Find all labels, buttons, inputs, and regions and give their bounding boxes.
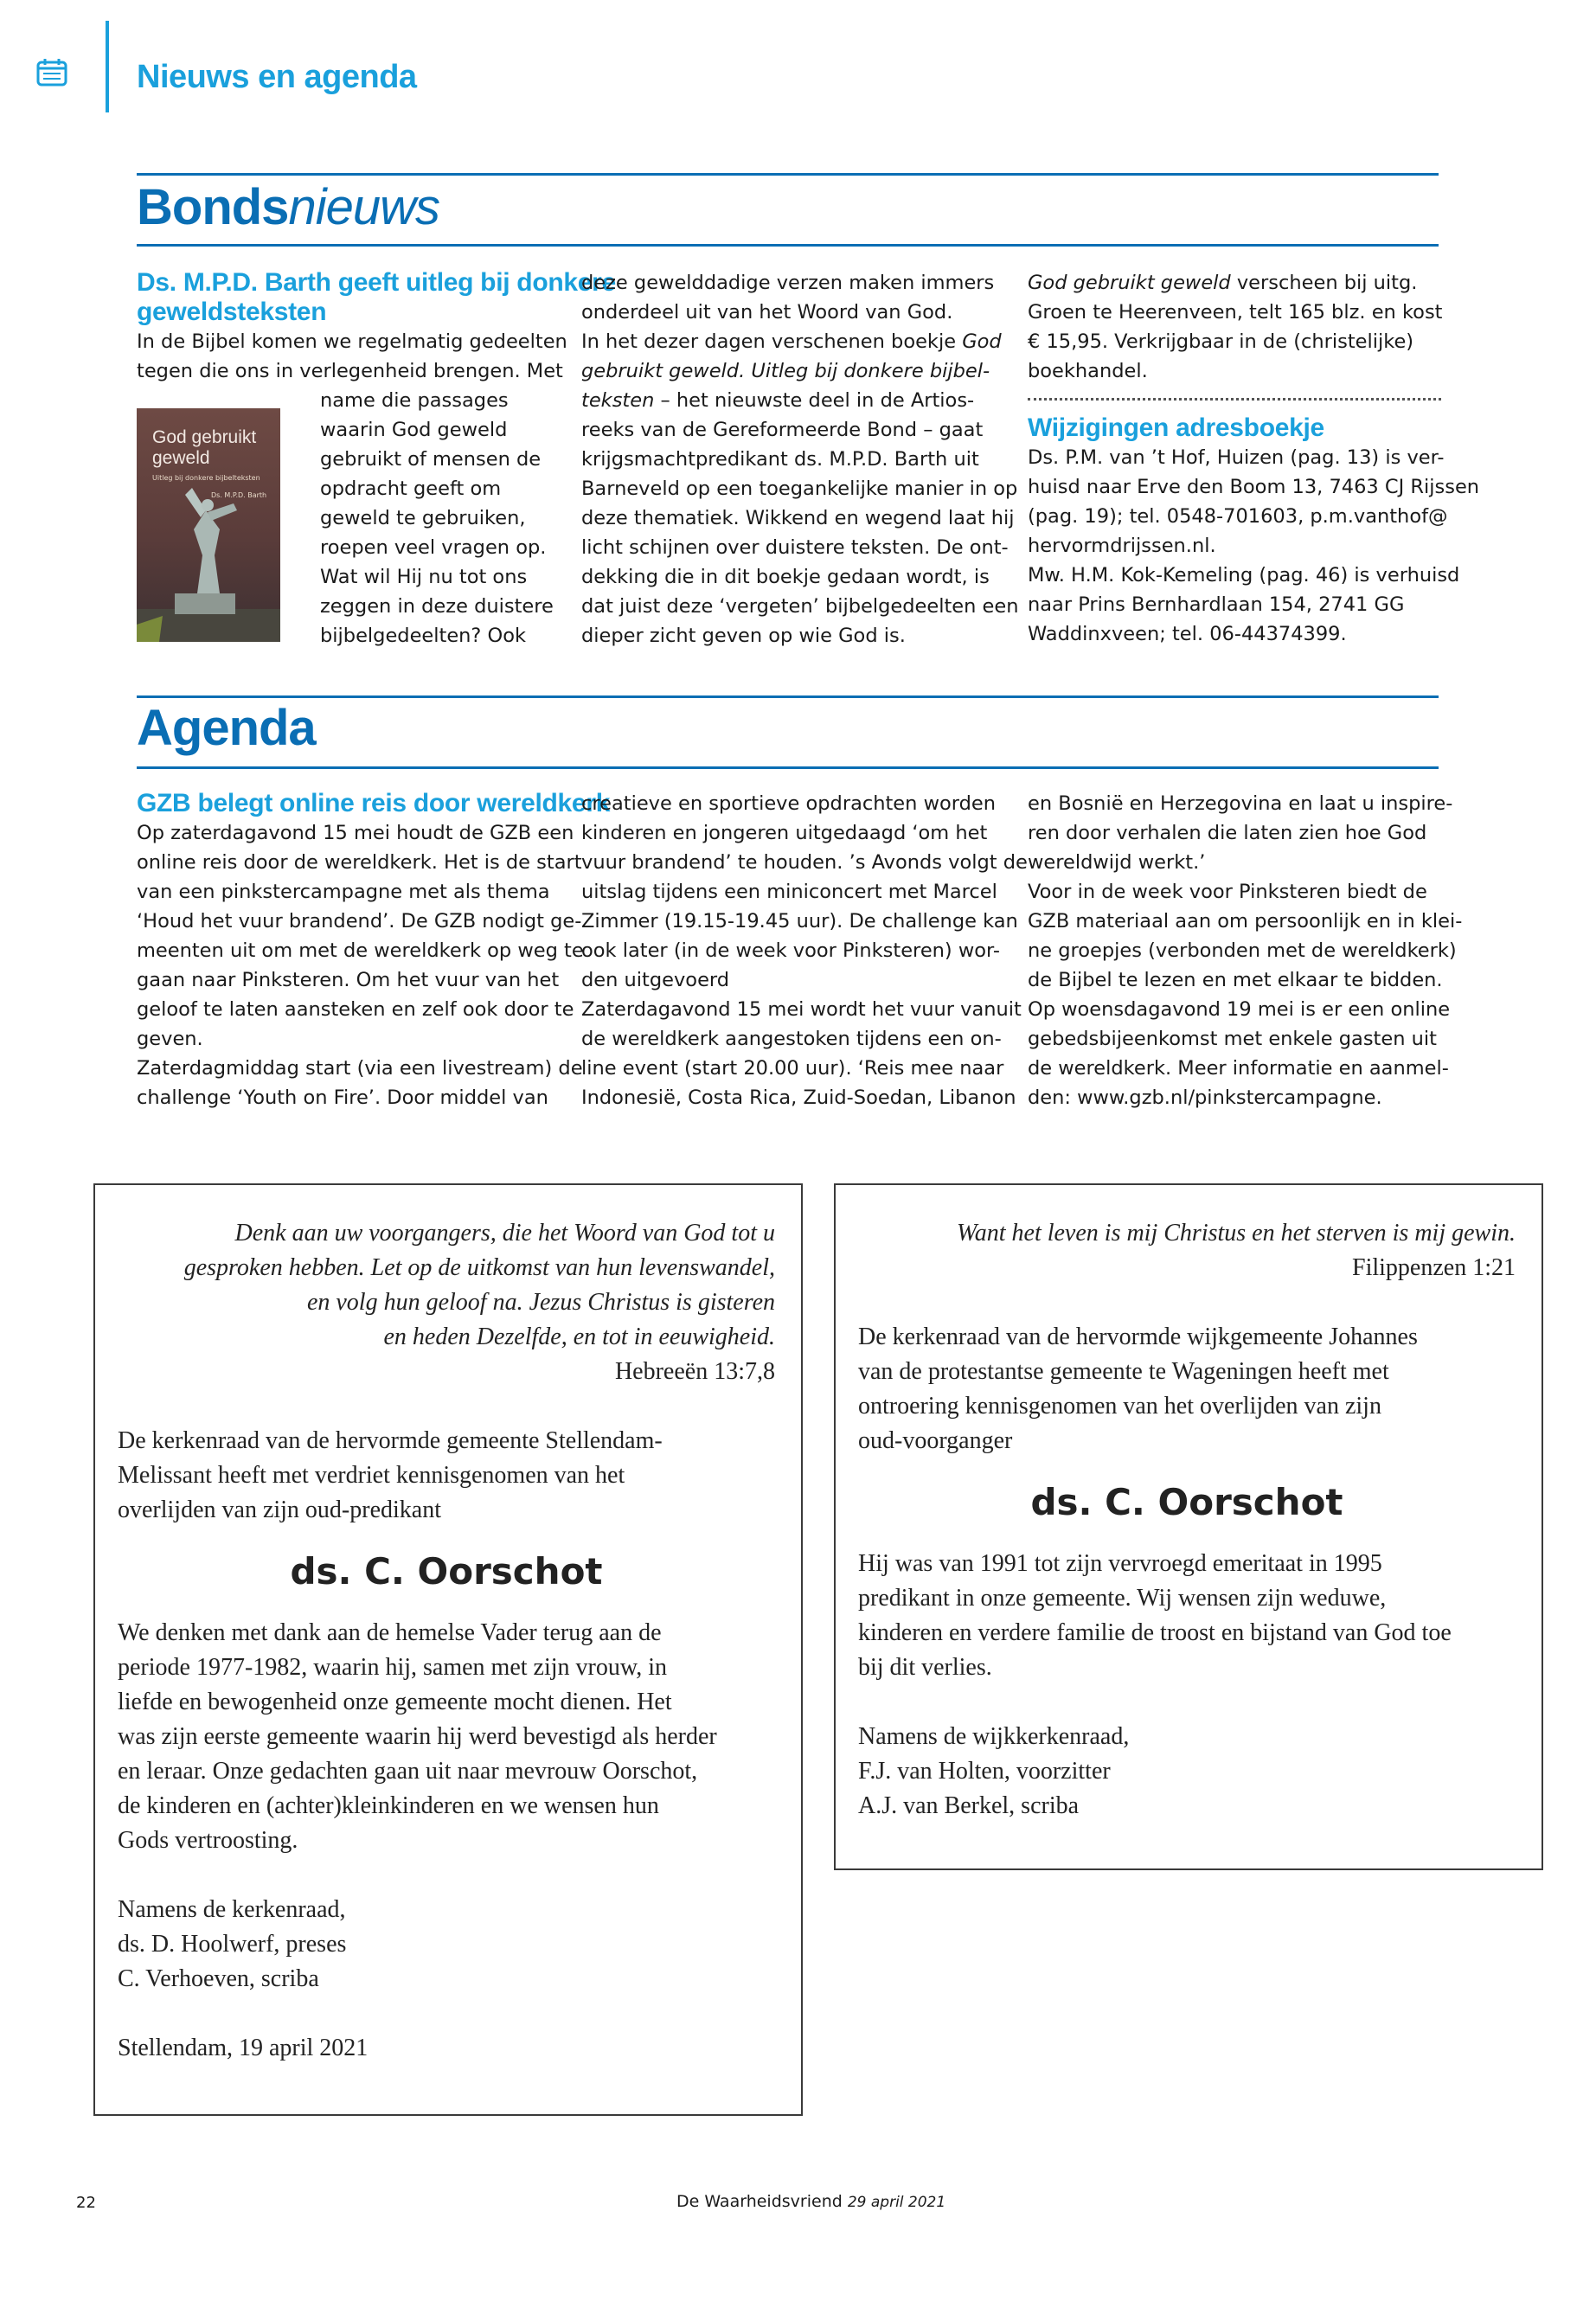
text-line: de Bijbel te lezen en met elkaar te bidden. — [1028, 969, 1443, 991]
text-line: geloof te laten aansteken en zelf ook door te — [137, 998, 574, 1021]
notice-body-line: Hij was van 1991 tot zijn vervroegd emeritaat in 1995 — [858, 1550, 1382, 1577]
text-line: boekhandel. — [1028, 360, 1148, 382]
signature-line: Namens de wijkkerkenraad, — [858, 1723, 1130, 1750]
text-line: name die passages — [320, 389, 509, 412]
notice-body-line: predikant in onze gemeente. Wij wensen zijn weduwe, — [858, 1585, 1387, 1612]
section-rule-bottom — [137, 244, 1439, 247]
text-line: licht schijnen over duistere teksten. De ont- — [581, 536, 1009, 559]
notice-body-line: bij dit verlies. — [858, 1654, 992, 1681]
text-line: bijbelgedeelten? Ook — [320, 625, 527, 647]
agenda-col1 — [137, 789, 611, 1112]
statue-illustration — [137, 408, 280, 642]
text-line — [581, 386, 1005, 415]
quote-line: gesproken hebben. Let op de uitkomst van hun levenswandel, — [183, 1254, 775, 1281]
text-line — [581, 327, 1005, 356]
text-line: Wat wil Hij nu tot ons — [320, 566, 528, 588]
footer-credit — [676, 2192, 945, 2211]
text-line: de wereldkerk aangestoken tijdens een on- — [581, 1028, 1002, 1050]
notice-intro-line: overlijden van zijn oud-predikant — [118, 1497, 441, 1523]
text-line: Waddinxveen; tel. 06-44374399. — [1028, 623, 1347, 645]
text-line: GZB materiaal aan om persoonlijk en in klei- — [1028, 910, 1463, 933]
text-line: ook later (in de week voor Pinksteren) wor- — [581, 939, 1000, 962]
text-line: geweld te gebruiken, — [320, 507, 526, 529]
obituary-notice-right — [834, 1183, 1543, 1870]
text-line: geven. — [137, 1028, 203, 1050]
text-line: line event (start 20.00 uur). ‘Reis mee naar — [581, 1057, 1004, 1080]
bondsnieuws-title — [137, 178, 439, 236]
text-line: en Bosnië en Herzegovina en laat u inspire- — [1028, 792, 1453, 815]
section-rule-bottom — [137, 766, 1439, 769]
notice-intro-line: van de protestantse gemeente te Wageningen heeft met — [858, 1358, 1389, 1385]
place-date: Stellendam, 19 april 2021 — [118, 2035, 369, 2061]
text-line: Mw. H.M. Kok-Kemeling (pag. 46) is verhuisd — [1028, 564, 1460, 586]
section-rule-top — [137, 695, 1439, 698]
text-line: Indonesië, Costa Rica, Zuid-Soedan, Libanon — [581, 1086, 1016, 1109]
notice-body-line: kinderen en verdere familie de troost en bijstand van God toe — [858, 1619, 1452, 1646]
text-line: van een pinkstercampagne met als thema — [137, 881, 550, 903]
dotted-separator — [1028, 398, 1441, 401]
book-title-italic: God — [962, 330, 1002, 353]
text-line: den: www.gzb.nl/pinkstercampagne. — [1028, 1086, 1382, 1109]
section-rule-top — [137, 173, 1439, 176]
text-line: ne groepjes (verbonden met de wereldkerk) — [1028, 939, 1457, 962]
text-line: vuur brandend’ te houden. ’s Avonds volgt de — [581, 851, 1028, 874]
article-adresboekje — [1028, 413, 1480, 649]
quote-line: en heden Dezelfde, en tot in eeuwigheid. — [383, 1324, 775, 1350]
text-line: (pag. 19); tel. 0548-701603, p.m.vanthof@ — [1028, 505, 1448, 528]
text-line: roepen veel vragen op. — [320, 536, 547, 559]
notice-body-line: en leraar. Onze gedachten gaan uit naar mevrouw Oorschot, — [118, 1758, 698, 1785]
book-cover-author: Ds. M.P.D. Barth — [211, 491, 267, 499]
text-line: online reis door de wereldkerk. Het is de start — [137, 851, 582, 874]
page-number: 22 — [76, 2194, 96, 2212]
text-line: deze gewelddadige verzen maken immers — [581, 272, 995, 294]
text-line: Barneveld op een toegankelijke manier in op — [581, 478, 1018, 500]
article-heading-cont: geweldsteksten — [137, 298, 327, 326]
book-title-italic: God gebruikt geweld — [1028, 272, 1231, 294]
page-title: Nieuws en agenda — [137, 59, 417, 95]
article-barth-col3 — [1028, 268, 1452, 386]
text-line: ren door verhalen die laten zien hoe God — [1028, 822, 1427, 844]
text-line: Groen te Heerenveen, telt 165 blz. en kost — [1028, 301, 1443, 324]
text-line: gebedsbijeenkomst met enkele gasten uit — [1028, 1028, 1437, 1050]
issue-date: 29 april 2021 — [847, 2194, 946, 2211]
article-heading: Wijzigingen adresboekje — [1028, 413, 1324, 442]
text-line: Op woensdagavond 19 mei is er een online — [1028, 998, 1451, 1021]
text-line: dekking die in dit boekje gedaan wordt, is — [581, 566, 990, 588]
magazine-name: De Waarheidsvriend — [676, 2192, 843, 2211]
text-run: In het dezer dagen verschenen boekje — [581, 330, 963, 353]
signature-line: F.J. van Holten, voorzitter — [858, 1758, 1111, 1785]
agenda-title: Agenda — [137, 700, 316, 756]
notice-body-line: liefde en bewogenheid onze gemeente mocht dienen. Het — [118, 1689, 672, 1715]
signature-line: ds. D. Hoolwerf, preses — [118, 1931, 347, 1958]
text-line: naar Prins Bernhardlaan 154, 2741 GG — [1028, 593, 1405, 616]
text-line: de wereldkerk. Meer informatie en aanmel- — [1028, 1057, 1449, 1080]
text-line: € 15,95. Verkrijgbaar in de (christelijke) — [1028, 330, 1414, 353]
notice-intro-line: De kerkenraad van de hervormde wijkgemeente Johannes — [858, 1324, 1418, 1350]
calendar-icon — [36, 57, 67, 87]
deceased-name: ds. C. Oorschot — [290, 1550, 603, 1593]
quote-reference: Hebreeën 13:7,8 — [614, 1358, 775, 1385]
text-line: tegen die ons in verlegenheid brengen. Met — [137, 360, 563, 382]
agenda-col3 — [1028, 789, 1463, 1112]
book-title-italic: teksten — [581, 389, 655, 412]
notice-intro-line: De kerkenraad van de hervormde gemeente Stellendam- — [118, 1427, 663, 1454]
article-heading: GZB belegt online reis door wereldkerk — [137, 789, 611, 817]
text-line: Zimmer (19.15-19.45 uur). De challenge kan — [581, 910, 1018, 933]
bondsnieuws-title-bold: Bonds — [137, 179, 289, 235]
notice-body-line: was zijn eerste gemeente waarin hij werd bevestigd als herder — [118, 1723, 717, 1750]
text-line: dat juist deze ‘vergeten’ bijbelgedeelten een — [581, 595, 1019, 618]
text-line: reeks van de Gereformeerde Bond – gaat — [581, 419, 984, 441]
text-line — [1028, 268, 1452, 298]
book-cover-title: God gebruikt geweld — [152, 427, 257, 468]
quote-line: Want het leven is mij Christus en het sterven is mij gewin. — [956, 1220, 1516, 1247]
text-line: Voor in de week voor Pinksteren biedt de — [1028, 881, 1427, 903]
obituary-notice-left — [93, 1183, 803, 2116]
text-line: hervormdrijssen.nl. — [1028, 535, 1216, 557]
notice-intro-line: Melissant heeft met verdriet kennisgenomen van het — [118, 1462, 625, 1489]
text-line: huisd naar Erve den Boom 13, 7463 CJ Rijssen — [1028, 476, 1480, 498]
text-line: meenten uit om met de wereldkerk op weg te — [137, 939, 584, 962]
text-line: gebruikt of mensen de — [320, 448, 542, 471]
text-line: kinderen en jongeren uitgedaagd ‘om het — [581, 822, 988, 844]
notice-intro-line: oud-voorganger — [858, 1427, 1013, 1454]
text-line: Ds. P.M. van ’t Hof, Huizen (pag. 13) is ver- — [1028, 446, 1445, 469]
text-line: wereldwijd werkt.’ — [1028, 851, 1206, 874]
notice-body-line: periode 1977-1982, waarin hij, samen met zijn vrouw, in — [118, 1654, 668, 1681]
text-line: challenge ‘Youth on Fire’. Door middel van — [137, 1086, 548, 1109]
text-run: – het nieuwste deel in de Artios- — [654, 389, 975, 412]
quote-line: en volg hun geloof na. Jezus Christus is gisteren — [306, 1289, 775, 1316]
signature-line: C. Verhoeven, scriba — [118, 1965, 319, 1992]
text-line: onderdeel uit van het Woord van God. — [581, 301, 953, 324]
text-line: In de Bijbel komen we regelmatig gedeelten — [137, 330, 567, 353]
header-divider — [106, 21, 109, 112]
notice-body-line: de kinderen en (achter)kleinkinderen en we wensen hun — [118, 1792, 659, 1819]
text-line: Zaterdagavond 15 mei wordt het vuur vanuit — [581, 998, 1022, 1021]
book-cover-subtitle: Uitleg bij donkere bijbelteksten — [152, 474, 260, 482]
article-heading: Ds. M.P.D. Barth geeft uitleg bij donkere — [137, 268, 616, 297]
bondsnieuws-title-italic: nieuws — [288, 179, 439, 235]
text-line: uitslag tijdens een miniconcert met Marcel — [581, 881, 997, 903]
text-line: krijgsmachtpredikant ds. M.P.D. Barth uit — [581, 448, 979, 471]
text-line: deze thematiek. Wikkend en wegend laat hij — [581, 507, 1015, 529]
quote-reference: Filippenzen 1:21 — [1352, 1254, 1516, 1281]
text-line: gaan naar Pinksteren. Om het vuur van het — [137, 969, 560, 991]
text-line: den uitgevoerd — [581, 969, 730, 991]
signature-line: A.J. van Berkel, scriba — [858, 1792, 1080, 1819]
quote-line: Denk aan uw voorgangers, die het Woord van God tot u — [234, 1220, 775, 1247]
agenda-col2 — [581, 789, 1028, 1112]
text-line: opdracht geeft om — [320, 478, 502, 500]
notice-body-line: Gods vertroosting. — [118, 1827, 298, 1854]
notice-intro-line: ontroering kennisgenomen van het overlijden van zijn — [858, 1393, 1381, 1420]
text-run: verscheen bij uitg. — [1230, 272, 1418, 294]
text-line: creatieve en sportieve opdrachten worden — [581, 792, 996, 815]
text-line: waarin God geweld — [320, 419, 508, 441]
text-line: Op zaterdagavond 15 mei houdt de GZB een — [137, 822, 574, 844]
text-line: zeggen in deze duistere — [320, 595, 554, 618]
notice-body-line: We denken met dank aan de hemelse Vader terug aan de — [118, 1619, 662, 1646]
deceased-name: ds. C. Oorschot — [1030, 1481, 1343, 1523]
book-cover-image — [137, 408, 280, 642]
text-line: ‘Houd het vuur brandend’. De GZB nodigt ge- — [137, 910, 582, 933]
signature-line: Namens de kerkenraad, — [118, 1896, 346, 1923]
text-line: dieper zicht geven op wie God is. — [581, 625, 906, 647]
book-title-italic: gebruikt geweld. Uitleg bij donkere bijbel- — [581, 360, 990, 382]
text-line: Zaterdagmiddag start (via een livestream) de — [137, 1057, 583, 1080]
article-barth-col2 — [581, 268, 1019, 651]
